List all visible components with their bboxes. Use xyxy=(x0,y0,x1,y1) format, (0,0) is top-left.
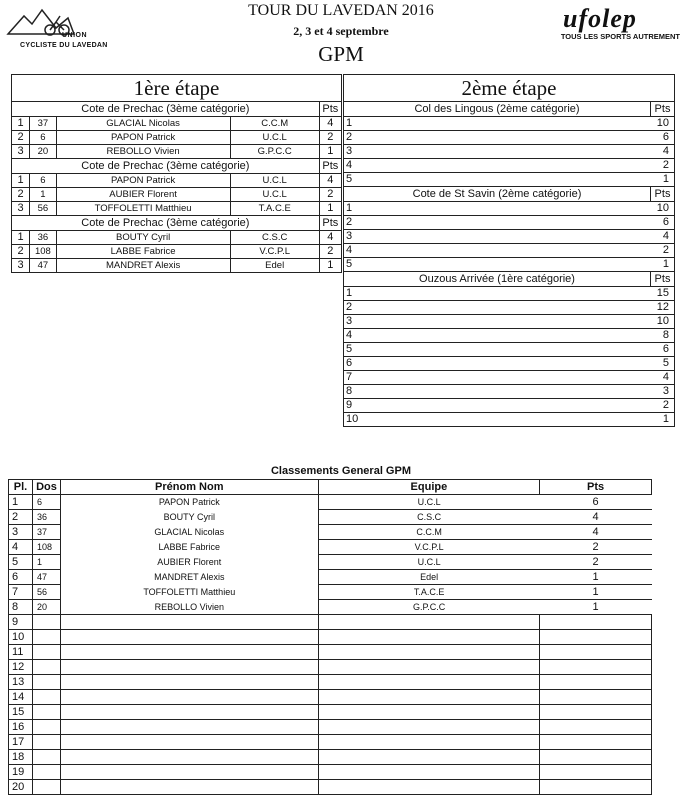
team-cell: C.S.C xyxy=(230,231,319,245)
rider-name-cell: GLACIAL Nicolas xyxy=(60,525,318,540)
points-cell: 4 xyxy=(651,145,675,159)
table-row xyxy=(12,259,342,273)
points-cell xyxy=(540,645,652,660)
points-cell xyxy=(540,705,652,720)
pts-header: Pts xyxy=(319,159,341,174)
bib-cell: 20 xyxy=(32,600,60,615)
place-cell: 3 xyxy=(9,525,33,540)
points-cell xyxy=(540,750,652,765)
rider-name-cell xyxy=(60,615,318,630)
header-dos: Dos xyxy=(32,480,60,495)
header-pts: Pts xyxy=(540,480,652,495)
table-row xyxy=(9,720,652,735)
climb-header-row xyxy=(12,159,342,174)
table-row xyxy=(9,660,652,675)
team-cell: G.P.C.C xyxy=(318,600,540,615)
rider-name-cell: TOFFOLETTI Matthieu xyxy=(60,585,318,600)
table-row xyxy=(9,570,652,585)
place-cell: 2 xyxy=(9,510,33,525)
rider-name-cell xyxy=(60,690,318,705)
place-cell: 1 xyxy=(9,495,33,510)
table-row xyxy=(9,495,652,510)
table-row xyxy=(12,202,342,216)
points-cell: 2 xyxy=(319,245,341,259)
place-cell: 5 xyxy=(344,343,651,357)
climb-header-row xyxy=(12,216,342,231)
pts-header: Pts xyxy=(319,216,341,231)
place-cell: 8 xyxy=(9,600,33,615)
table-row xyxy=(9,780,652,795)
points-cell: 4 xyxy=(319,231,341,245)
place-cell: 11 xyxy=(9,645,33,660)
points-cell: 2 xyxy=(319,188,341,202)
points-cell: 2 xyxy=(651,399,675,413)
points-cell: 10 xyxy=(651,315,675,329)
points-cell: 1 xyxy=(651,413,675,427)
place-cell: 12 xyxy=(9,660,33,675)
place-cell: 7 xyxy=(344,371,651,385)
place-cell: 2 xyxy=(12,131,30,145)
place-cell: 5 xyxy=(9,555,33,570)
page-title: TOUR DU LAVEDAN 2016 xyxy=(248,2,434,19)
bib-cell: 6 xyxy=(32,495,60,510)
points-cell: 6 xyxy=(651,216,675,230)
place-cell: 3 xyxy=(12,259,30,273)
table-row xyxy=(9,690,652,705)
place-cell: 2 xyxy=(344,216,651,230)
table-row xyxy=(9,585,652,600)
table-row xyxy=(344,399,675,413)
points-cell: 1 xyxy=(319,145,341,159)
rider-name-cell xyxy=(60,645,318,660)
ufolep-logo xyxy=(520,4,680,41)
bib-cell: 108 xyxy=(32,540,60,555)
rider-name-cell: BOUTY Cyril xyxy=(60,510,318,525)
table-row xyxy=(344,230,675,244)
team-cell xyxy=(318,630,540,645)
team-cell xyxy=(318,675,540,690)
place-cell: 3 xyxy=(344,230,651,244)
bib-cell: 20 xyxy=(30,145,56,159)
points-cell: 1 xyxy=(319,259,341,273)
place-cell: 9 xyxy=(344,399,651,413)
team-cell: C.S.C xyxy=(318,510,540,525)
rider-name-cell: TOFFOLETTI Matthieu xyxy=(56,202,230,216)
points-cell: 8 xyxy=(651,329,675,343)
team-cell: U.C.L xyxy=(318,555,540,570)
bib-cell xyxy=(32,765,60,780)
brand-name: ufolep xyxy=(563,4,637,33)
points-cell: 1 xyxy=(540,570,652,585)
points-cell: 2 xyxy=(319,131,341,145)
table-row xyxy=(344,343,675,357)
points-cell: 2 xyxy=(651,159,675,173)
points-cell: 4 xyxy=(540,525,652,540)
table-row xyxy=(344,357,675,371)
place-cell: 4 xyxy=(9,540,33,555)
place-cell: 2 xyxy=(344,301,651,315)
points-cell: 1 xyxy=(651,258,675,272)
climb-header-row xyxy=(344,272,675,287)
club-name-line2: CYCLISTE DU LAVEDAN xyxy=(20,42,108,49)
bib-cell xyxy=(32,660,60,675)
bib-cell: 37 xyxy=(30,117,56,131)
table-row xyxy=(9,555,652,570)
points-cell: 6 xyxy=(651,131,675,145)
table-row xyxy=(344,202,675,216)
points-cell: 2 xyxy=(540,555,652,570)
points-cell: 12 xyxy=(651,301,675,315)
climb-header-row xyxy=(344,102,675,117)
table-row xyxy=(12,117,342,131)
table-row xyxy=(12,174,342,188)
team-cell: C.C.M xyxy=(318,525,540,540)
bib-cell: 6 xyxy=(30,174,56,188)
place-cell: 4 xyxy=(344,244,651,258)
team-cell xyxy=(318,690,540,705)
table-row xyxy=(344,216,675,230)
table-row xyxy=(9,675,652,690)
bib-cell xyxy=(32,675,60,690)
table-row xyxy=(9,615,652,630)
table-row xyxy=(344,145,675,159)
team-cell xyxy=(318,765,540,780)
points-cell: 1 xyxy=(540,600,652,615)
climb-name: Cote de St Savin (2ème catégorie) xyxy=(344,187,651,202)
team-cell xyxy=(318,615,540,630)
brand-tagline: TOUS LES SPORTS AUTREMENT xyxy=(560,32,680,41)
bib-cell xyxy=(32,690,60,705)
team-cell: Edel xyxy=(230,259,319,273)
place-cell: 19 xyxy=(9,765,33,780)
points-cell xyxy=(540,615,652,630)
place-cell: 3 xyxy=(344,145,651,159)
place-cell: 4 xyxy=(344,159,651,173)
bib-cell xyxy=(32,735,60,750)
rider-name-cell: REBOLLO Vivien xyxy=(56,145,230,159)
rider-name-cell: GLACIAL Nicolas xyxy=(56,117,230,131)
place-cell: 5 xyxy=(344,173,651,187)
place-cell: 10 xyxy=(344,413,651,427)
rider-name-cell xyxy=(60,705,318,720)
team-cell: U.C.L xyxy=(318,495,540,510)
points-cell: 2 xyxy=(651,244,675,258)
table-row xyxy=(344,371,675,385)
team-cell: U.C.L xyxy=(230,131,319,145)
bib-cell: 1 xyxy=(30,188,56,202)
place-cell: 6 xyxy=(9,570,33,585)
place-cell: 3 xyxy=(12,145,30,159)
rider-name-cell xyxy=(60,750,318,765)
stage1-title: 1ère étape xyxy=(12,75,342,102)
pts-header: Pts xyxy=(651,187,675,202)
bib-cell xyxy=(32,615,60,630)
place-cell: 1 xyxy=(344,202,651,216)
climb-name: Cote de Prechac (3ème catégorie) xyxy=(12,216,320,231)
points-cell: 6 xyxy=(651,343,675,357)
table-row xyxy=(12,231,342,245)
place-cell: 3 xyxy=(12,202,30,216)
points-cell: 4 xyxy=(651,371,675,385)
bib-cell xyxy=(32,645,60,660)
team-cell: Edel xyxy=(318,570,540,585)
rider-name-cell xyxy=(60,720,318,735)
header-pl: Pl. xyxy=(9,480,33,495)
table-row xyxy=(12,188,342,202)
rider-name-cell: PAPON Patrick xyxy=(60,495,318,510)
climb-name: Ouzous Arrivée (1ère catégorie) xyxy=(344,272,651,287)
place-cell: 2 xyxy=(12,188,30,202)
rider-name-cell: MANDRET Alexis xyxy=(56,259,230,273)
bib-cell: 36 xyxy=(32,510,60,525)
table-row xyxy=(9,705,652,720)
place-cell: 1 xyxy=(344,287,651,301)
general-table xyxy=(8,479,652,795)
event-dates: 2, 3 et 4 septembre xyxy=(293,24,389,38)
table-row xyxy=(344,413,675,427)
points-cell: 10 xyxy=(651,117,675,131)
rider-name-cell xyxy=(60,675,318,690)
place-cell: 14 xyxy=(9,690,33,705)
pts-header: Pts xyxy=(651,272,675,287)
team-cell: T.A.C.E xyxy=(230,202,319,216)
place-cell: 1 xyxy=(12,174,30,188)
table-row xyxy=(344,244,675,258)
place-cell: 15 xyxy=(9,705,33,720)
rider-name-cell: AUBIER Florent xyxy=(60,555,318,570)
rider-name-cell: LABBE Fabrice xyxy=(60,540,318,555)
team-cell xyxy=(318,780,540,795)
table-row xyxy=(344,173,675,187)
points-cell: 4 xyxy=(540,510,652,525)
climb-header-row xyxy=(344,187,675,202)
place-cell: 1 xyxy=(12,231,30,245)
points-cell: 2 xyxy=(540,540,652,555)
place-cell: 8 xyxy=(344,385,651,399)
place-cell: 18 xyxy=(9,750,33,765)
table-row xyxy=(9,525,652,540)
points-cell xyxy=(540,735,652,750)
team-cell xyxy=(318,750,540,765)
place-cell: 7 xyxy=(9,585,33,600)
table-row xyxy=(9,510,652,525)
team-cell: T.A.C.E xyxy=(318,585,540,600)
place-cell: 4 xyxy=(344,329,651,343)
place-cell: 9 xyxy=(9,615,33,630)
general-header-row xyxy=(9,480,652,495)
table-row xyxy=(9,735,652,750)
place-cell: 5 xyxy=(344,258,651,272)
points-cell: 1 xyxy=(651,173,675,187)
bib-cell xyxy=(32,720,60,735)
place-cell: 3 xyxy=(344,315,651,329)
table-row xyxy=(344,329,675,343)
stage2-table xyxy=(343,74,675,427)
table-row xyxy=(12,245,342,259)
points-cell xyxy=(540,630,652,645)
bib-cell: 56 xyxy=(30,202,56,216)
pts-header: Pts xyxy=(319,102,341,117)
points-cell: 10 xyxy=(651,202,675,216)
bib-cell xyxy=(32,630,60,645)
table-row xyxy=(9,630,652,645)
stage1-table xyxy=(11,74,342,273)
team-cell: C.C.M xyxy=(230,117,319,131)
bib-cell: 37 xyxy=(32,525,60,540)
team-cell xyxy=(318,720,540,735)
rider-name-cell xyxy=(60,660,318,675)
points-cell xyxy=(540,675,652,690)
rider-name-cell xyxy=(60,780,318,795)
table-row xyxy=(9,600,652,615)
points-cell: 4 xyxy=(651,230,675,244)
bib-cell: 6 xyxy=(30,131,56,145)
team-cell: U.C.L xyxy=(230,174,319,188)
rider-name-cell: MANDRET Alexis xyxy=(60,570,318,585)
place-cell: 16 xyxy=(9,720,33,735)
team-cell: G.P.C.C xyxy=(230,145,319,159)
points-cell: 1 xyxy=(319,202,341,216)
points-cell xyxy=(540,765,652,780)
points-cell: 4 xyxy=(319,174,341,188)
team-cell: U.C.L xyxy=(230,188,319,202)
table-row xyxy=(9,765,652,780)
table-row xyxy=(344,117,675,131)
team-cell xyxy=(318,645,540,660)
bib-cell: 108 xyxy=(30,245,56,259)
table-row xyxy=(344,287,675,301)
bib-cell: 1 xyxy=(32,555,60,570)
rider-name-cell xyxy=(60,630,318,645)
bib-cell: 47 xyxy=(30,259,56,273)
team-cell: V.C.P.L xyxy=(318,540,540,555)
bib-cell: 56 xyxy=(32,585,60,600)
general-title: Classements General GPM xyxy=(270,465,411,477)
rider-name-cell: AUBIER Florent xyxy=(56,188,230,202)
place-cell: 6 xyxy=(344,357,651,371)
place-cell: 2 xyxy=(344,131,651,145)
club-name-line1: UNION xyxy=(62,32,88,39)
rider-name-cell xyxy=(60,735,318,750)
bib-cell: 47 xyxy=(32,570,60,585)
place-cell: 20 xyxy=(9,780,33,795)
points-cell xyxy=(540,660,652,675)
place-cell: 10 xyxy=(9,630,33,645)
header-team: Equipe xyxy=(318,480,540,495)
pts-header: Pts xyxy=(651,102,675,117)
table-row xyxy=(344,315,675,329)
climb-header-row xyxy=(12,102,342,117)
points-cell xyxy=(540,720,652,735)
rider-name-cell: PAPON Patrick xyxy=(56,131,230,145)
place-cell: 13 xyxy=(9,675,33,690)
table-row xyxy=(12,131,342,145)
table-row xyxy=(9,645,652,660)
points-cell xyxy=(540,780,652,795)
points-cell: 15 xyxy=(651,287,675,301)
bib-cell xyxy=(32,780,60,795)
table-row xyxy=(9,750,652,765)
points-cell: 1 xyxy=(540,585,652,600)
rider-name-cell: REBOLLO Vivien xyxy=(60,600,318,615)
points-cell: 4 xyxy=(319,117,341,131)
rider-name-cell: PAPON Patrick xyxy=(56,174,230,188)
rider-name-cell: LABBE Fabrice xyxy=(56,245,230,259)
place-cell: 1 xyxy=(344,117,651,131)
bib-cell xyxy=(32,705,60,720)
table-row xyxy=(12,145,342,159)
stage2-title: 2ème étape xyxy=(344,75,675,102)
climb-name: Cote de Prechac (3ème catégorie) xyxy=(12,102,320,117)
place-cell: 17 xyxy=(9,735,33,750)
points-cell: 5 xyxy=(651,357,675,371)
climb-name: Cote de Prechac (3ème catégorie) xyxy=(12,159,320,174)
points-cell: 3 xyxy=(651,385,675,399)
rider-name-cell: BOUTY Cyril xyxy=(56,231,230,245)
rider-name-cell xyxy=(60,765,318,780)
climb-name: Col des Lingous (2ème catégorie) xyxy=(344,102,651,117)
table-row xyxy=(9,540,652,555)
place-cell: 2 xyxy=(12,245,30,259)
team-cell xyxy=(318,705,540,720)
bib-cell xyxy=(32,750,60,765)
points-cell xyxy=(540,690,652,705)
table-row xyxy=(344,385,675,399)
page-subtitle: GPM xyxy=(318,42,364,66)
table-row xyxy=(344,301,675,315)
table-row xyxy=(344,131,675,145)
team-cell: V.C.P.L xyxy=(230,245,319,259)
place-cell: 1 xyxy=(12,117,30,131)
header-name: Prénom Nom xyxy=(60,480,318,495)
team-cell xyxy=(318,735,540,750)
points-cell: 6 xyxy=(540,495,652,510)
bib-cell: 36 xyxy=(30,231,56,245)
table-row xyxy=(344,258,675,272)
team-cell xyxy=(318,660,540,675)
table-row xyxy=(344,159,675,173)
